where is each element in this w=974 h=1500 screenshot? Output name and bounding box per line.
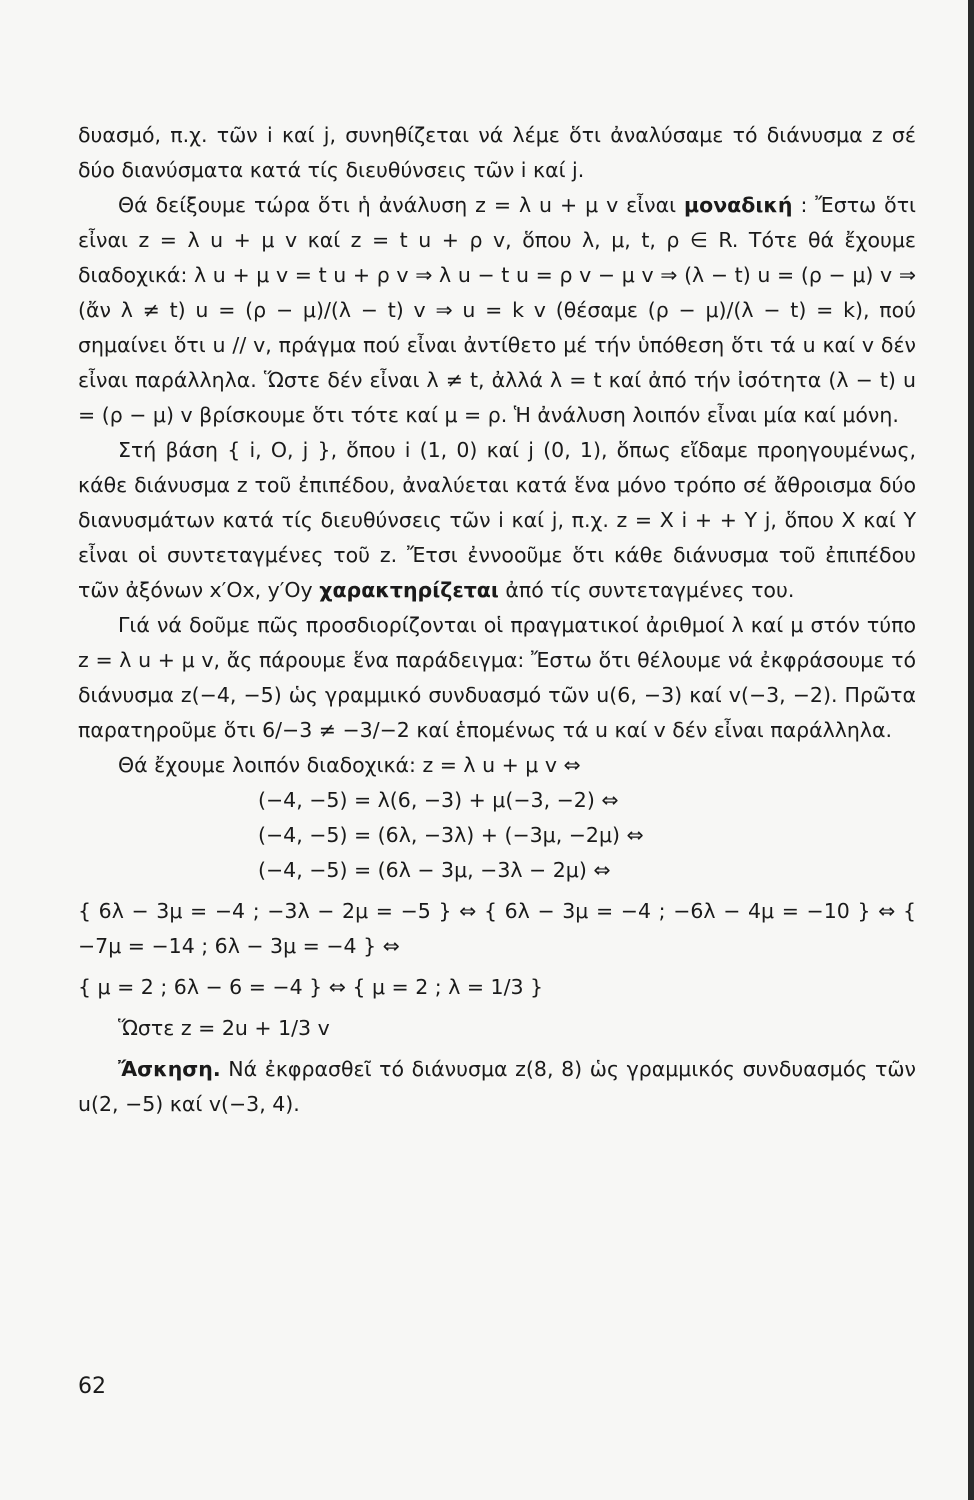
equation-2: (−4, −5) = (6λ, −3λ) + (−3μ, −2μ) ⇔ [258, 823, 644, 847]
equation-1: (−4, −5) = λ(6, −3) + μ(−3, −2) ⇔ [258, 788, 619, 812]
page-text [78, 118, 916, 1122]
system-1: { 6λ − 3μ = −4 ; −3λ − 2μ = −5 } ⇔ { 6λ − 3μ = −4 ; −6λ − 4μ = −10 } ⇔ { −7μ = −14 ; 6λ − 3μ = −4 } ⇔ [78, 899, 916, 958]
exercise-text: Νά ἐκφρασθεῖ τό διάνυσμα z(8, 8) ὡς γραμμικός συνδυασμός τῶν u(2, −5) καί v(−3, 4). [78, 1057, 916, 1116]
paragraph-steps: Θά ἔχουμε λοιπόν διαδοχικά: z = λ u + μ v ⇔ [118, 753, 581, 777]
paragraph-basis [78, 433, 916, 608]
basis-text: Στή βάση { i, O, j }, ὅπου i (1, 0) καί j (0, 1), ὅπως εἴδαμε προηγουμένως, κάθε διάνυσμα z τοῦ ἐπιπέδου, ἀναλύεται κατά ἕνα μόνο τρόπο σέ ἄθροισμα δύο διανυσμάτων κατά τίς διευθύνσεις τῶν i καί j, π.χ. z = X i + + Y j, ὅπου X καί Y εἶναι οἱ συντεταγμένες τοῦ z. Ἔτσι ἐννοοῦμε ὅτι κάθε διάνυσμα τοῦ ἐπιπέδου τῶν ἀξόνων x′Ox, y′Oy [78, 438, 916, 602]
paragraph-intro: δυασμό, π.χ. τῶν i καί j, συνηθίζεται νά λέμε ὅτι ἀναλύσαμε τό διάνυσμα z σέ δύο διανύσματα κατά τίς διευθύνσεις τῶν i καί j. [78, 123, 916, 182]
system-2: { μ = 2 ; 6λ − 6 = −4 } ⇔ { μ = 2 ; λ = 1/3 } [78, 975, 544, 999]
uniqueness-bold: μοναδική [684, 193, 793, 217]
paragraph-uniqueness [78, 188, 916, 433]
basis-tail: ἀπό τίς συντεταγμένες του. [505, 578, 795, 602]
exercise-label: Ἄσκηση. [118, 1057, 221, 1081]
equation-3: (−4, −5) = (6λ − 3μ, −3λ − 2μ) ⇔ [258, 858, 611, 882]
paragraph-example: Γιά νά δοῦμε πῶς προσδιορίζονται οἱ πραγματικοί ἀριθμοί λ καί μ στόν τύπο z = λ u + μ v, ἄς πάρουμε ἕνα παράδειγμα: Ἔστω ὅτι θέλουμε νά ἐκφράσουμε τό διάνυσμα z(−4, −5) ὡς γραμμικό συνδυασμό τῶν u(6, −3) καί v(−3, −2). Πρῶτα παρατηροῦμε ὅτι 6/−3 ≠ −3/−2 καί ἑπομένως τά u καί v δέν εἶναι παράλληλα. [78, 613, 916, 742]
exercise [78, 1052, 916, 1122]
page-edge [968, 0, 974, 1500]
uniqueness-proof: : Ἔστω ὅτι εἶναι z = λ u + μ v καί z = t u + ρ v, ὅπου λ, μ, t, ρ ∈ R. Τότε θά ἔχουμε διαδοχικά: λ u + μ v = t u + ρ v ⇒ λ u − t u = ρ v − μ v ⇒ (λ − t) u = (ρ − μ) v ⇒ (ἄν λ ≠ t) u = (ρ − μ)/(λ − t) v ⇒ u = k v (θέσαμε (ρ − μ)/(λ − t) = k), πού σημαίνει ὅτι u // v, πράγμα πού εἶναι ἀντίθετο μέ τήν ὑπόθεση ὅτι τά u καί v δέν εἶναι παράλληλα. Ὥστε δέν εἶναι λ ≠ t, ἀλλά λ = t καί ἀπό τήν ἰσότητα (λ − t) u = (ρ − μ) v βρίσκουμε ὅτι τότε καί μ = ρ. Ἡ ἀνάλυση λοιπόν εἶναι μία καί μόνη. [78, 193, 916, 427]
basis-bold: χαρακτηρίζεται [319, 578, 499, 602]
page-number: 62 [78, 1374, 106, 1399]
conclusion: Ὥστε z = 2u + 1/3 v [118, 1016, 330, 1040]
uniqueness-lead: Θά δείξουμε τώρα ὅτι ἡ ἀνάλυση z = λ u + μ v εἶναι [118, 193, 677, 217]
